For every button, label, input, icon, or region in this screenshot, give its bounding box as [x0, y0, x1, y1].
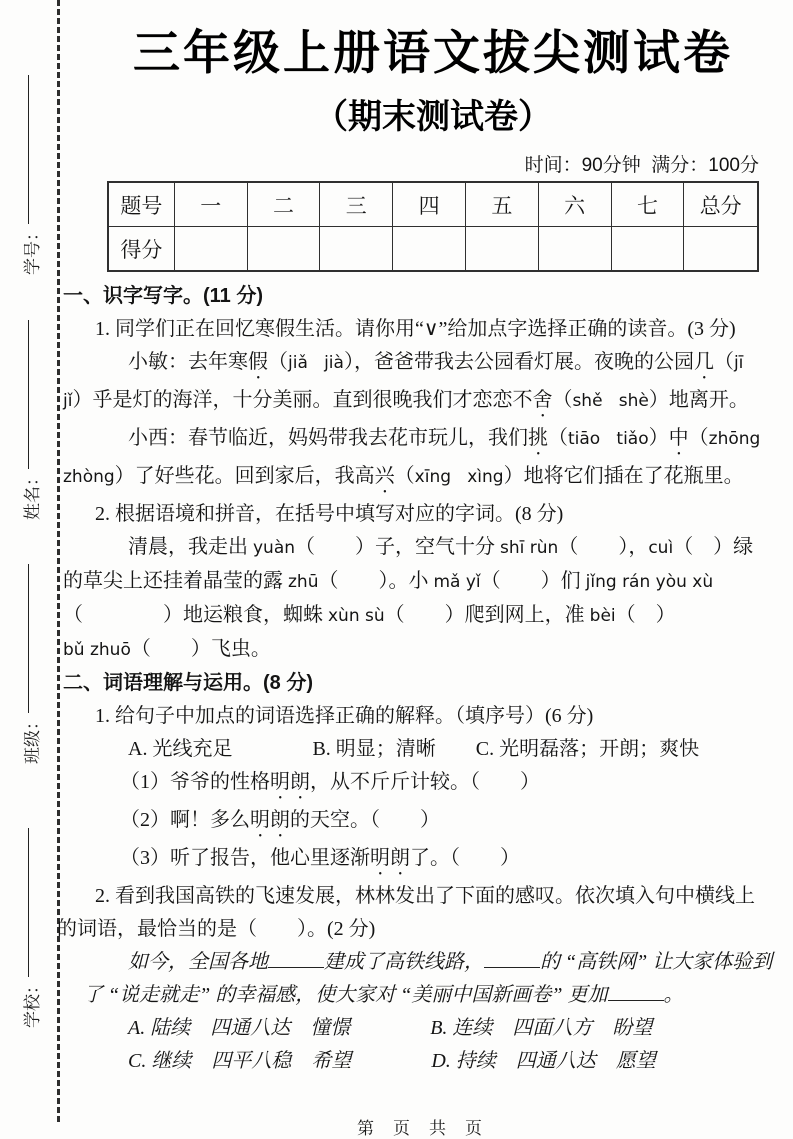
pinyin-text: zhōng	[708, 428, 761, 449]
text-run: 的草尖上还挂着晶莹的露	[63, 569, 288, 592]
text-run: （ ）地运粮食，蜘蛛	[63, 603, 328, 626]
section-2-heading	[63, 667, 777, 700]
text-run: 如今，全国各地	[128, 950, 268, 973]
pinyin-text: cuì	[648, 537, 674, 558]
page-number-footer: 第 页 共 页	[357, 1118, 483, 1138]
pinyin-text: jiǎ jià	[288, 352, 344, 373]
text-run: 二、词语理解与运用。(8 分)	[63, 671, 313, 694]
score-table-header-cell: 七	[611, 182, 684, 227]
text-line	[63, 498, 777, 531]
text-run: （	[548, 426, 568, 449]
text-run: 清晨，我走出	[128, 535, 253, 558]
score-table-header-cell: 二	[247, 182, 320, 227]
pinyin-text: zhòng	[63, 466, 115, 487]
pinyin-text: jǐng rán yòu xù	[585, 571, 714, 592]
text-line	[63, 700, 777, 733]
text-run: ）地将它们插在了花瓶里。	[503, 464, 744, 487]
score-cell	[611, 227, 684, 271]
emphasized-word: 中	[668, 426, 689, 449]
exam-time-score-info: 时间：90分钟 满分：100分	[524, 154, 759, 176]
text-run: （	[394, 464, 415, 487]
class-blank-line	[28, 564, 29, 713]
class-label: 班级：	[22, 713, 42, 764]
score-row-label: 得分	[108, 227, 174, 271]
text-line	[63, 422, 777, 460]
score-cell	[393, 227, 466, 271]
text-run: 建成了高铁线路，	[324, 950, 484, 973]
text-run: 的词语，最恰当的是（ ）。(2 分)	[57, 917, 376, 940]
fill-in-blank-line	[484, 947, 540, 968]
emphasized-word: 挑	[528, 426, 548, 449]
text-run: 的 “高铁网” 让大家体验到	[540, 950, 773, 973]
pinyin-text: shě shè	[572, 390, 649, 411]
text-line	[63, 946, 777, 979]
text-run: 小敏：去年寒	[128, 350, 248, 373]
score-table-header-cell: 五	[465, 182, 538, 227]
text-line	[63, 880, 777, 913]
text-run: （	[713, 350, 734, 373]
text-run: ，从不斤斤计较。（ ）	[310, 770, 540, 793]
text-run: C. 继续 四平八稳 希望 D. 持续 四通八达 愿望	[128, 1049, 656, 1072]
text-line	[63, 733, 777, 766]
text-line	[63, 565, 777, 599]
text-run: （ ）	[615, 603, 676, 626]
score-cell	[684, 227, 758, 271]
pinyin-text: yuàn	[253, 537, 296, 558]
emphasized-word: 兴	[374, 464, 395, 487]
score-table-header-cell: 题号	[108, 182, 174, 227]
score-table-header-cell: 三	[320, 182, 393, 227]
text-run: 2. 根据语境和拼音，在括号中填写对应的字词。(8 分)	[95, 502, 564, 525]
text-run: ）地离开。	[648, 388, 749, 411]
text-line	[63, 313, 777, 346]
score-table-header-row	[108, 182, 758, 227]
score-cell	[247, 227, 320, 271]
text-run: ）了好些花。回到家后，我高	[114, 464, 375, 487]
pinyin-text: bèi	[589, 605, 616, 626]
student-name-blank-line	[28, 320, 29, 469]
pinyin-text: jǐ	[63, 390, 73, 411]
text-run: （ ）们	[480, 569, 586, 592]
pinyin-text: mǎ yǐ	[433, 571, 481, 592]
emphasized-word: 几	[693, 350, 714, 373]
student-id-field	[17, 75, 43, 275]
text-run: 小西：春节临近，妈妈带我去花市玩儿，我们	[128, 426, 528, 449]
text-line	[63, 1012, 777, 1045]
pinyin-text: xùn sù	[328, 605, 385, 626]
text-line	[63, 979, 777, 1012]
score-cell	[465, 227, 538, 271]
text-line	[63, 842, 777, 880]
text-run: （2）啊！多么	[120, 808, 250, 831]
class-field	[17, 564, 43, 764]
text-line	[63, 1045, 777, 1078]
pinyin-text: tiāo tiǎo	[568, 428, 649, 449]
pinyin-text: bǔ zhuō	[63, 639, 131, 660]
fill-in-blank-line	[268, 947, 324, 968]
student-id-blank-line	[28, 75, 29, 224]
school-blank-line	[28, 828, 29, 977]
text-run: A. 陆续 四通八达 憧憬 B. 连续 四面八方 盼望	[128, 1016, 653, 1039]
score-table-header-cell: 四	[393, 182, 466, 227]
exam-title: 三年级上册语文拔尖测试卷	[133, 26, 733, 79]
student-name-label: 姓名：	[22, 469, 42, 520]
text-run: （ ）子，空气十分	[295, 535, 501, 558]
emphasized-word: 假	[248, 350, 268, 373]
text-run: （ ），	[558, 535, 649, 558]
score-cell	[538, 227, 611, 271]
text-run: A. 光线充足 B. 明显；清晰 C. 光明磊落；开朗；爽快	[128, 737, 700, 760]
text-run: （ ）绿	[673, 535, 754, 558]
text-run: （	[688, 426, 709, 449]
text-line	[63, 531, 777, 565]
text-run: （3）听了报告，他心里逐渐	[120, 846, 370, 869]
text-line	[63, 384, 777, 422]
student-name-field	[17, 320, 43, 520]
school-field	[17, 828, 43, 1028]
text-run: （1）爷爷的性格	[120, 770, 270, 793]
fill-in-blank-line	[608, 980, 664, 1001]
emphasized-word: 明朗	[370, 846, 410, 869]
text-line	[63, 766, 777, 804]
score-table-header-cell: 一	[174, 182, 247, 227]
exam-subtitle: （期末测试卷）	[314, 97, 552, 136]
text-run: 。	[663, 983, 684, 1006]
text-run: （ ）。小	[318, 569, 434, 592]
binding-dashed-line	[57, 0, 60, 1122]
exam-body	[57, 280, 777, 1078]
pinyin-text: zhū	[288, 571, 319, 592]
text-run: 一、识字写字。(11 分)	[63, 284, 264, 307]
text-line	[63, 346, 777, 384]
text-run: 1. 给句子中加点的词语选择正确的解释。（填序号）(6 分)	[95, 704, 594, 727]
score-table-score-row	[108, 227, 758, 271]
emphasized-word: 舍	[532, 388, 553, 411]
text-run: 的天空。（ ）	[290, 808, 440, 831]
score-table-header-cell: 六	[538, 182, 611, 227]
pinyin-text: shī rùn	[500, 537, 559, 558]
text-run: ）	[648, 426, 669, 449]
text-line	[57, 913, 777, 946]
section-1-heading	[63, 280, 777, 313]
text-run: （ ）爬到网上，准	[384, 603, 590, 626]
pinyin-text: jī	[733, 352, 744, 373]
score-cell	[320, 227, 393, 271]
text-line	[63, 633, 777, 667]
emphasized-word: 明朗	[270, 770, 310, 793]
text-run: ），爸爸带我去公园看灯展。夜晚的公园	[343, 350, 694, 373]
text-run: 1. 同学们正在回忆寒假生活。请你用“∨”给加点字选择正确的读音。(3 分)	[95, 317, 736, 340]
text-run: （	[268, 350, 288, 373]
score-cell	[174, 227, 247, 271]
text-run: 2. 看到我国高铁的飞速发展，林林发出了下面的感叹。依次填入句中横线上	[95, 884, 755, 907]
main-content	[57, 0, 777, 1139]
text-run: （	[552, 388, 573, 411]
text-line	[63, 804, 777, 842]
pinyin-text: xīng xìng	[414, 466, 504, 487]
student-id-label: 学号：	[22, 224, 42, 275]
school-label: 学校：	[22, 977, 42, 1028]
text-run: （ ）飞虫。	[130, 637, 271, 660]
text-run: ）乎是灯的海洋，十分美丽。直到很晚我们才恋恋不	[72, 388, 533, 411]
emphasized-word: 明朗	[250, 808, 290, 831]
text-line	[63, 460, 777, 498]
score-table	[107, 181, 759, 272]
text-run: 了。（ ）	[410, 846, 520, 869]
text-line	[63, 599, 777, 633]
score-table-header-cell: 总分	[684, 182, 758, 227]
text-run: 了 “说走就走” 的幸福感，使大家对 “美丽中国新画卷” 更加	[83, 983, 608, 1006]
